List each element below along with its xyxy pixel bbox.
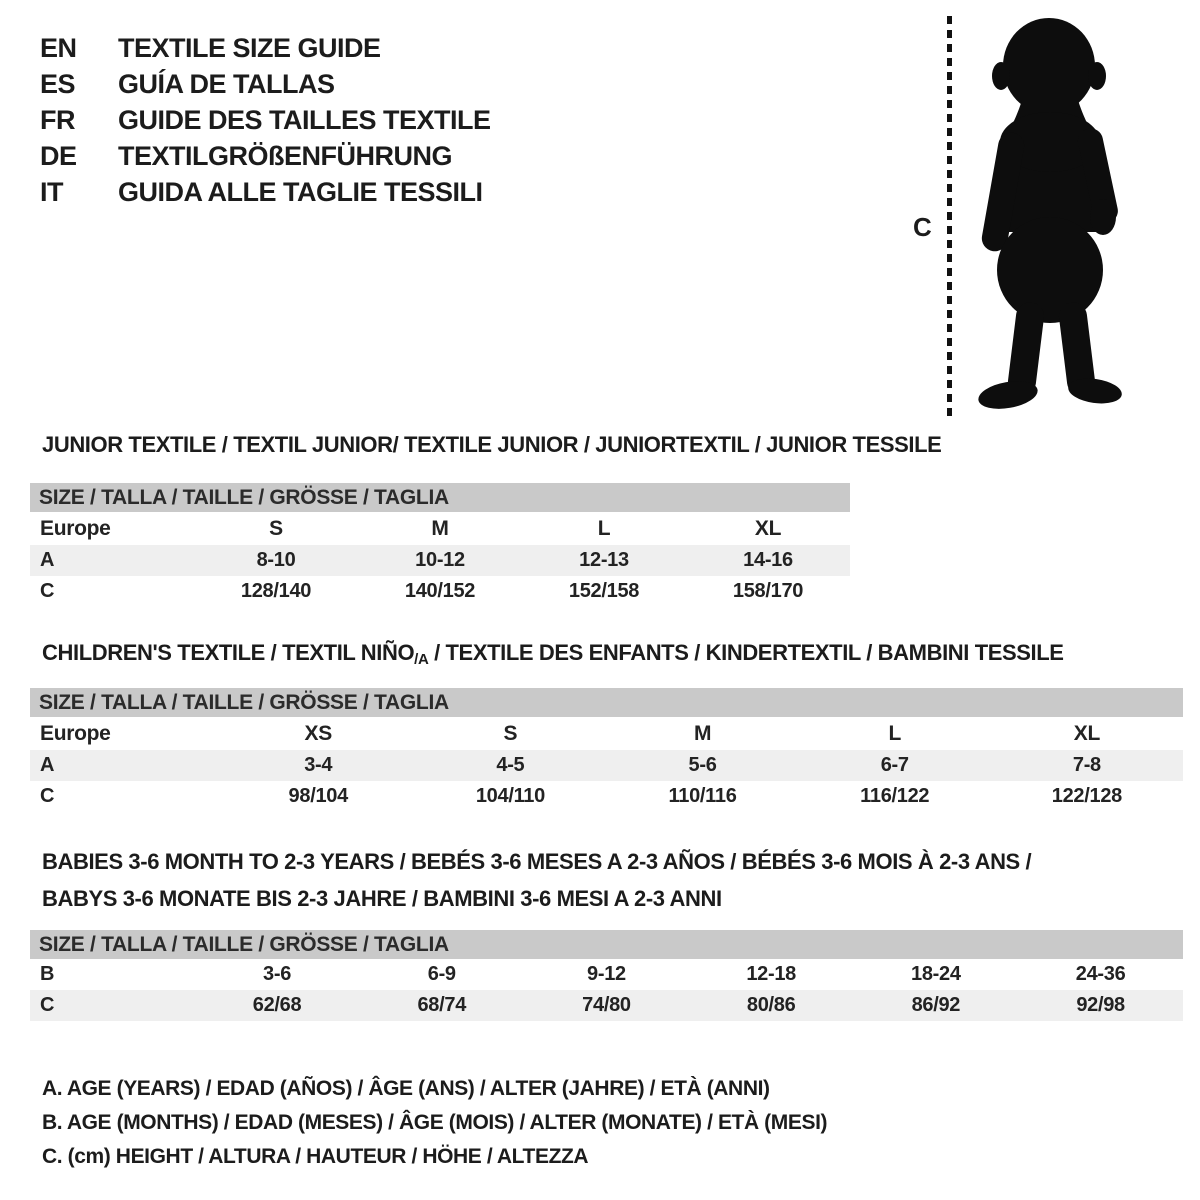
babies-months-1: 3-6	[263, 963, 292, 985]
children-height-l: 116/122	[860, 785, 930, 807]
babies-size-header: SIZE / TALLA / TAILLE / GRÖSSE / TAGLIA	[30, 930, 1183, 959]
babies-row-months-label: B	[40, 963, 55, 985]
junior-height-s: 128/140	[240, 580, 312, 602]
junior-size-header-row	[30, 483, 850, 512]
lang-code-es: ES	[40, 69, 76, 99]
children-size-table	[30, 688, 1183, 812]
junior-height-m: 140/152	[404, 580, 476, 602]
babies-section-title	[42, 843, 1031, 917]
junior-col-l: L	[597, 516, 611, 540]
babies-height-5: 86/92	[854, 990, 1019, 1021]
children-age-l: 6-7	[799, 750, 991, 781]
babies-height-1: 62/68	[195, 990, 360, 1021]
junior-col-s: S	[269, 516, 283, 540]
junior-age-s: 8-10	[194, 545, 358, 576]
height-measure-label: C	[913, 212, 932, 242]
babies-height-3: 74/80	[524, 990, 689, 1021]
children-col-xs: XS	[304, 721, 332, 745]
children-age-xl: 7-8	[991, 750, 1183, 781]
junior-row-height	[30, 576, 850, 607]
children-row-height-label: C	[40, 785, 55, 807]
guide-title-it: GUIDA ALLE TAGLIE TESSILI	[118, 177, 483, 207]
legend-age-years: A. AGE (YEARS) / EDAD (AÑOS) / ÂGE (ANS) / ALTER (JAHRE) / ETÀ (ANNI)	[42, 1077, 770, 1100]
junior-row-age	[30, 545, 850, 576]
children-row-age	[30, 750, 1183, 781]
junior-col-m: M	[431, 516, 449, 540]
children-height-xl: 122/128	[1051, 785, 1122, 807]
children-title-sub: /A	[414, 651, 429, 668]
babies-height-6: 92/98	[1018, 990, 1183, 1021]
lang-row-de	[40, 138, 491, 174]
measurement-legend	[42, 1072, 827, 1174]
junior-age-xl: 14-16	[686, 545, 850, 576]
children-col-l: L	[888, 721, 901, 745]
babies-height-4: 80/86	[689, 990, 854, 1021]
junior-size-table	[30, 483, 850, 607]
junior-columns-row	[30, 512, 850, 545]
legend-height-cm: C. (cm) HEIGHT / ALTURA / HAUTEUR / HÖHE / ALTEZZA	[42, 1145, 589, 1168]
children-age-xs: 3-4	[222, 750, 414, 781]
babies-size-table	[30, 930, 1183, 1021]
children-height-s: 104/110	[475, 785, 545, 807]
children-region-label: Europe	[40, 721, 111, 745]
babies-row-height	[30, 990, 1183, 1021]
guide-title-en: TEXTILE SIZE GUIDE	[118, 33, 381, 63]
language-title-block	[40, 30, 491, 210]
guide-title-fr: GUIDE DES TAILLES TEXTILE	[118, 105, 491, 135]
children-row-height	[30, 781, 1183, 812]
babies-row-height-label: C	[30, 990, 195, 1021]
babies-months-6: 24-36	[1075, 963, 1126, 985]
babies-months-2: 6-9	[427, 963, 456, 985]
babies-title-line-1: BABIES 3-6 MONTH TO 2-3 YEARS / BEBÉS 3-6 MESES A 2-3 AÑOS / BÉBÉS 3-6 MOIS À 2-3 ANS /	[42, 849, 1032, 874]
babies-title-line-2: BABYS 3-6 MONATE BIS 2-3 JAHRE / BAMBINI 3-6 MESI A 2-3 ANNI	[42, 886, 722, 911]
lang-row-en	[40, 30, 491, 66]
lang-row-es	[40, 66, 491, 102]
children-section-title	[42, 640, 1064, 668]
junior-region-label: Europe	[40, 516, 111, 540]
junior-height-l: 152/158	[568, 580, 640, 602]
children-size-header: SIZE / TALLA / TAILLE / GRÖSSE / TAGLIA	[30, 688, 1183, 717]
children-height-xs: 98/104	[288, 785, 348, 807]
junior-row-height-label: C	[40, 580, 55, 602]
children-row-age-label: A	[30, 750, 222, 781]
children-col-s: S	[503, 721, 518, 745]
children-columns-row	[30, 717, 1183, 750]
toddler-silhouette-icon	[962, 14, 1140, 416]
children-col-xl: XL	[1073, 721, 1101, 745]
babies-size-header-row	[30, 930, 1183, 959]
height-measure-dashed-line	[947, 16, 952, 416]
children-age-m: 5-6	[606, 750, 798, 781]
lang-code-fr: FR	[40, 105, 75, 135]
children-age-s: 4-5	[414, 750, 606, 781]
guide-title-es: GUÍA DE TALLAS	[118, 69, 335, 99]
junior-age-l: 12-13	[522, 545, 686, 576]
lang-row-it	[40, 174, 491, 210]
junior-section-title: JUNIOR TEXTILE / TEXTIL JUNIOR/ TEXTILE JUNIOR / JUNIORTEXTIL / JUNIOR TESSILE	[42, 432, 942, 457]
lang-code-de: DE	[40, 141, 77, 171]
children-height-m: 110/116	[668, 785, 737, 807]
junior-height-xl: 158/170	[732, 580, 804, 602]
lang-code-it: IT	[40, 177, 63, 207]
lang-code-en: EN	[40, 33, 77, 63]
junior-age-m: 10-12	[358, 545, 522, 576]
babies-months-5: 18-24	[911, 963, 961, 985]
babies-row-months	[30, 959, 1183, 990]
guide-title-de: TEXTILGRÖßENFÜHRUNG	[118, 141, 452, 171]
junior-col-xl: XL	[754, 516, 782, 540]
junior-size-header: SIZE / TALLA / TAILLE / GRÖSSE / TAGLIA	[30, 483, 850, 512]
children-col-m: M	[693, 721, 712, 745]
children-title-before: CHILDREN'S TEXTILE / TEXTIL NIÑO	[42, 640, 415, 665]
babies-months-3: 9-12	[587, 963, 626, 985]
junior-row-age-label: A	[30, 545, 194, 576]
babies-height-2: 68/74	[359, 990, 524, 1021]
babies-months-4: 12-18	[746, 963, 796, 985]
lang-row-fr	[40, 102, 491, 138]
children-size-header-row	[30, 688, 1183, 717]
legend-age-months: B. AGE (MONTHS) / EDAD (MESES) / ÂGE (MOIS) / ALTER (MONATE) / ETÀ (MESI)	[42, 1111, 828, 1134]
children-title-after: / TEXTILE DES ENFANTS / KINDERTEXTIL / BAMBINI TESSILE	[428, 640, 1064, 665]
